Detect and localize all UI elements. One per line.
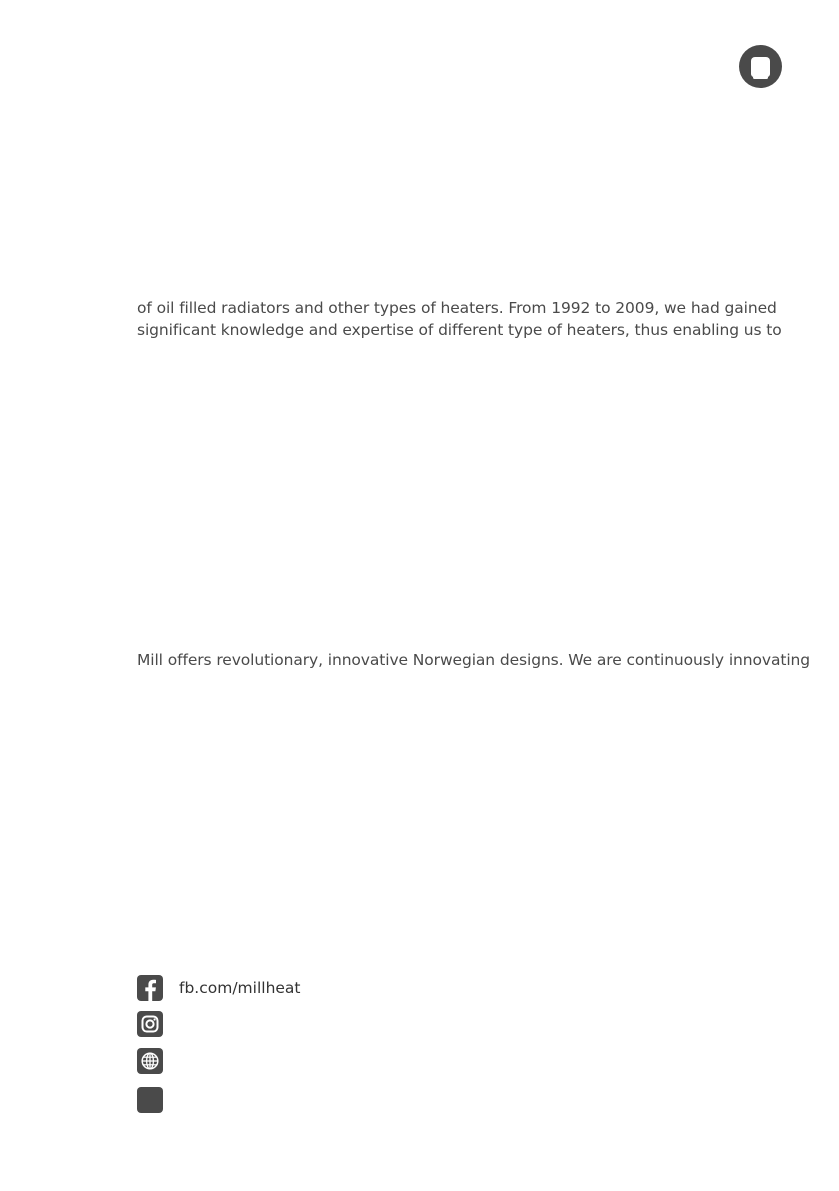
contact-instagram[interactable] xyxy=(137,1011,163,1037)
corner-logo-icon xyxy=(739,45,782,88)
contact-other[interactable] xyxy=(137,1087,163,1113)
contact-facebook[interactable] xyxy=(137,975,301,1001)
facebook-icon xyxy=(137,975,163,1001)
text-line: of oil filled radiators and other types of heaters. From 1992 to 2009, we had gained xyxy=(137,299,777,317)
text-line: Mill offers revolutionary, innovative Norwegian designs. We are continuously innovating xyxy=(137,651,810,669)
heater-glyph xyxy=(751,57,770,77)
instagram-icon xyxy=(137,1011,163,1037)
text-line: significant knowledge and expertise of different type of heaters, thus enabling us to xyxy=(137,321,782,339)
paragraph-about-design xyxy=(137,649,810,671)
paragraph-about-history xyxy=(137,297,782,341)
contact-website[interactable] xyxy=(137,1048,163,1074)
blank-square-icon xyxy=(137,1087,163,1113)
globe-icon xyxy=(137,1048,163,1074)
facebook-link[interactable]: fb.com/millheat xyxy=(179,979,301,997)
